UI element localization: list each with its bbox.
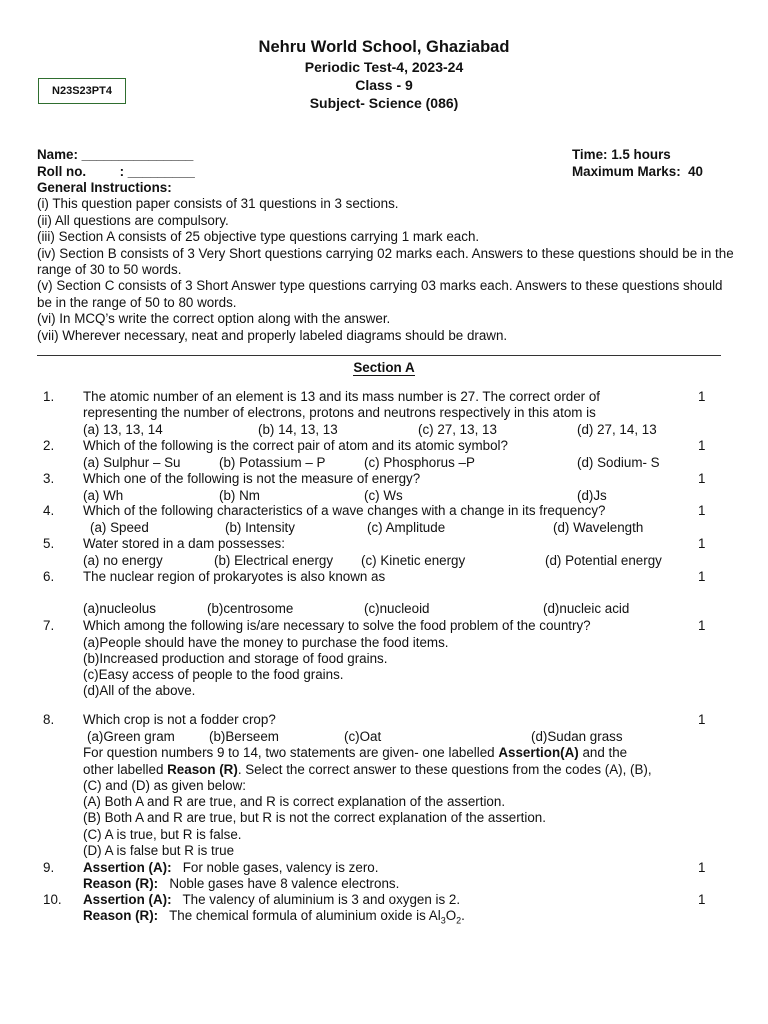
instruction-item: (iv) Section B consists of 3 Very Short questions carrying 02 marks each. Answers to these questions should be in the range of 30 to 50 words. (37, 245, 734, 278)
question-text: Which of the following characteristics of a wave changes with a change in its frequency? (83, 503, 606, 518)
option-a: (a) Sulphur – Su (83, 455, 181, 470)
question-number: 9. (43, 860, 55, 875)
question-number: 10. (43, 892, 62, 907)
answer-code-d: (D) A is false but R is true (83, 843, 235, 858)
roll-field: Roll no. : _________ (37, 164, 195, 179)
class-label: Class - 9 (355, 77, 413, 93)
question-mark: 1 (698, 860, 706, 875)
option-a: (a) no energy (83, 553, 163, 568)
option-d: (d)Sudan grass (531, 729, 623, 744)
question-text: Which among the following is/are necessary to solve the food problem of the country? (83, 618, 591, 633)
question-text: The atomic number of an element is 13 and its mass number is 27. The correct order of representing the number of electrons, protons and neutrons respectively in this atom is (83, 389, 601, 421)
assertion-line: Assertion (A): For noble gases, valency is zero. (83, 860, 379, 875)
instruction-item: (ii) All questions are compulsory. (37, 212, 229, 228)
option-c: (c)nucleoid (364, 601, 430, 616)
question-mark: 1 (698, 569, 706, 584)
option-d: (d) Sodium- S (577, 455, 660, 470)
option-c: (c)Easy access of people to the food grains. (83, 667, 344, 682)
option-a: (a)Green gram (87, 729, 175, 744)
option-d: (d) Potential energy (545, 553, 662, 568)
option-a: (a) Wh (83, 488, 124, 503)
question-number: 7. (43, 618, 55, 633)
instructions-heading: General Instructions: (37, 180, 172, 195)
reason-line: Reason (R): The chemical formula of aluminium oxide is $Al_3O_2$. (83, 908, 465, 926)
option-b: (b)Berseem (209, 729, 279, 744)
question-text: Which crop is not a fodder crop? (83, 712, 276, 727)
max-marks-label: Maximum Marks: 40 (572, 164, 703, 179)
option-d: (d)nucleic acid (543, 601, 630, 616)
question-mark: 1 (698, 503, 706, 518)
question-text: Which of the following is the correct pair of atom and its atomic symbol? (83, 438, 508, 453)
assertion-intro-line-2: other labelled Reason (R). Select the correct answer to these questions from the codes (A), (B), (83, 762, 652, 777)
question-number: 6. (43, 569, 55, 584)
option-b: (b) Potassium – P (219, 455, 326, 470)
question-number: 4. (43, 503, 55, 518)
section-a-title: Section A (353, 360, 415, 375)
instruction-item: (vi) In MCQ’s write the correct option along with the answer. (37, 311, 391, 327)
general-instructions (37, 180, 737, 344)
option-b: (b) Electrical energy (214, 553, 334, 568)
option-c: (c) Ws (364, 488, 403, 503)
instruction-item: (v) Section C consists of 3 Short Answer type questions carrying 03 marks each. Answers to these questions should be in the range of 50 to 80 words. (37, 278, 723, 310)
instruction-item: (i) This question paper consists of 31 questions in 3 sections. (37, 196, 399, 212)
paper-code: N23S23PT4 (52, 85, 112, 97)
question-number: 3. (43, 471, 55, 486)
question-text: Which one of the following is not the measure of energy? (83, 471, 421, 486)
question-number: 5. (43, 536, 55, 551)
question-mark: 1 (698, 618, 706, 633)
answer-code-b: (B) Both A and R are true, but R is not the correct explanation of the assertion. (83, 810, 546, 825)
option-d: (d) Wavelength (553, 520, 644, 535)
answer-code-c: (C) A is true, but R is false. (83, 827, 242, 842)
option-c: (c) Phosphorus –P (364, 455, 475, 470)
option-b: (b) Nm (219, 488, 260, 503)
question-mark: 1 (698, 389, 706, 404)
option-c: (c) Kinetic energy (361, 553, 466, 568)
option-c: (c) Amplitude (367, 520, 446, 535)
reason-line: Reason (R): Noble gases have 8 valence electrons. (83, 876, 400, 891)
option-a: (a)nucleolus (83, 601, 156, 616)
question-mark: 1 (698, 471, 706, 486)
question-mark: 1 (698, 536, 706, 551)
option-b: (b) Intensity (225, 520, 295, 535)
option-a: (a) 13, 13, 14 (83, 422, 163, 437)
question-number: 8. (43, 712, 55, 727)
school-name: Nehru World School, Ghaziabad (258, 38, 510, 56)
option-d: (d)Js (577, 488, 607, 503)
question-number: 2. (43, 438, 55, 453)
option-b: (b)Increased production and storage of food grains. (83, 651, 388, 666)
name-field: Name: _______________ (37, 147, 194, 162)
option-c: (c)Oat (344, 729, 382, 744)
assertion-line: Assertion (A): The valency of aluminium is 3 and oxygen is 2. (83, 892, 461, 907)
question-mark: 1 (698, 438, 706, 453)
answer-code-a: (A) Both A and R are true, and R is correct explanation of the assertion. (83, 794, 506, 809)
question-text: Water stored in a dam possesses: (83, 536, 285, 551)
question-mark: 1 (698, 892, 706, 907)
option-d: (d)All of the above. (83, 683, 196, 698)
time-label: Time: 1.5 hours (572, 147, 671, 162)
option-b: (b) 14, 13, 13 (258, 422, 338, 437)
assertion-intro-line-3: (C) and (D) as given below: (83, 778, 246, 793)
test-name: Periodic Test-4, 2023-24 (304, 59, 464, 75)
option-d: (d) 27, 14, 13 (577, 422, 657, 437)
question-text: The nuclear region of prokaryotes is also known as (83, 569, 386, 584)
option-c: (c) 27, 13, 13 (418, 422, 497, 437)
question-number: 1. (43, 389, 55, 404)
option-a: (a)People should have the money to purchase the food items. (83, 635, 449, 650)
instruction-item: (vii) Wherever necessary, neat and properly labeled diagrams should be drawn. (37, 327, 508, 343)
divider (37, 355, 721, 356)
assertion-intro-line-1: For question numbers 9 to 14, two statements are given- one labelled Assertion(A) and the (83, 745, 628, 760)
option-b: (b)centrosome (207, 601, 294, 616)
instruction-item: (iii) Section A consists of 25 objective type questions carrying 1 mark each. (37, 229, 480, 245)
question-mark: 1 (698, 712, 706, 727)
option-a: (a) Speed (90, 520, 149, 535)
subject-label: Subject- Science (086) (309, 95, 459, 111)
